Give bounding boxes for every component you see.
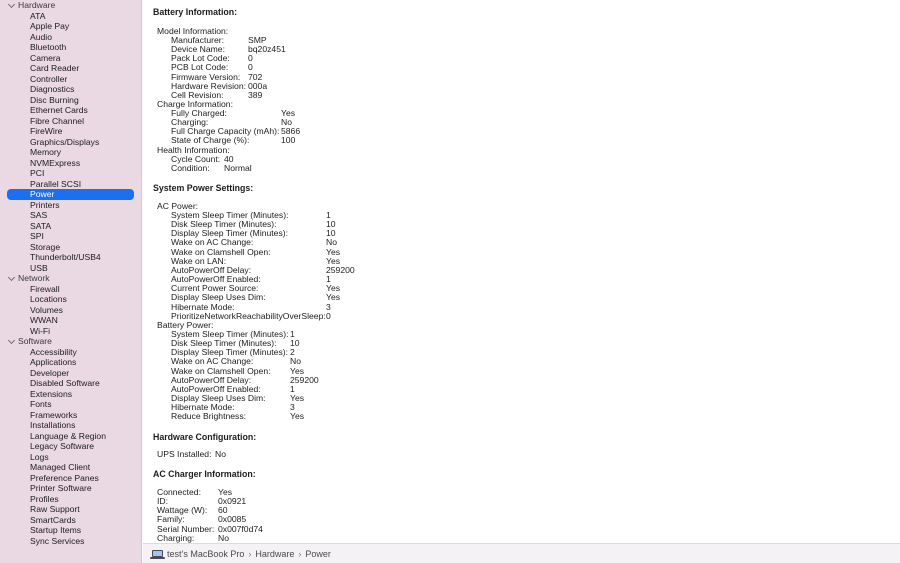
info-row: [143, 109, 843, 118]
info-key: Current Power Source:: [171, 283, 259, 294]
info-value: 0x0085: [218, 514, 247, 525]
info-row: [143, 312, 843, 321]
sidebar-item-startup-items[interactable]: Startup Items: [30, 525, 82, 535]
sidebar-item-controller[interactable]: Controller: [30, 73, 68, 84]
info-row: [143, 450, 843, 459]
info-key: Wake on Clamshell Open:: [171, 246, 271, 257]
info-key: Disk Sleep Timer (Minutes):: [171, 338, 277, 349]
sidebar-item-installations[interactable]: Installations: [30, 420, 76, 430]
info-key: Hibernate Mode:: [171, 402, 235, 413]
path-computer[interactable]: test’s MacBook Pro: [167, 548, 245, 559]
info-value: 10: [326, 228, 336, 239]
info-value: Yes: [218, 487, 233, 497]
sidebar-item-wwan[interactable]: WWAN: [30, 315, 58, 325]
battery-info-title: Battery Information:: [153, 7, 238, 17]
info-value: 702: [248, 71, 263, 82]
info-value: 1: [290, 383, 295, 394]
info-key: AutoPowerOff Enabled:: [171, 383, 261, 394]
sidebar-item-apple-pay[interactable]: Apple Pay: [30, 21, 70, 31]
sidebar-item-smartcards[interactable]: SmartCards: [30, 514, 76, 525]
sidebar-group-header[interactable]: [0, 336, 141, 347]
info-key: Hardware Revision:: [171, 80, 246, 91]
info-value: 0x0921: [218, 496, 247, 507]
sidebar-item-power[interactable]: Power: [7, 189, 134, 200]
sidebar-item-accessibility[interactable]: Accessibility: [30, 346, 77, 357]
info-key: Charging:: [157, 532, 195, 543]
info-key: Reduce Brightness:: [171, 411, 246, 422]
sidebar-item-extensions[interactable]: Extensions: [30, 388, 73, 399]
info-key: Full Charge Capacity (mAh):: [171, 126, 280, 137]
info-value: 259200: [326, 264, 355, 275]
info-key: Family:: [157, 514, 185, 525]
chevron-down-icon[interactable]: [7, 273, 18, 284]
sidebar-group-software: [0, 336, 141, 546]
info-value: 1: [326, 274, 331, 285]
sidebar-item-graphics-displays[interactable]: Graphics/Displays: [30, 136, 100, 147]
info-key: System Sleep Timer (Minutes):: [171, 329, 289, 339]
info-value: No: [281, 117, 292, 128]
sidebar-item-managed-client[interactable]: Managed Client: [30, 462, 91, 472]
info-value: Normal: [224, 163, 252, 174]
info-row: [143, 403, 843, 412]
info-value: 3: [290, 402, 295, 413]
hw-config-title: Hardware Configuration:: [153, 432, 257, 442]
sidebar-item-language-region[interactable]: Language & Region: [30, 430, 106, 441]
info-value: Yes: [290, 393, 305, 404]
info-value: No: [326, 237, 337, 248]
info-key: Display Sleep Timer (Minutes):: [171, 347, 289, 358]
model-info-label: Model Information:: [157, 26, 229, 36]
info-value: 2: [290, 347, 295, 358]
sidebar-group-label: Hardware: [18, 0, 56, 10]
sidebar-item-wi-fi[interactable]: Wi-Fi: [30, 325, 51, 336]
sidebar-item-locations[interactable]: Locations: [30, 294, 67, 304]
info-row: [143, 293, 843, 302]
info-key: Fully Charged:: [171, 108, 227, 118]
sidebar-item-card-reader[interactable]: Card Reader: [30, 63, 80, 73]
sidebar-item-firewire[interactable]: FireWire: [30, 126, 63, 136]
info-key: Device Name:: [171, 44, 225, 55]
sidebar-item-nvmexpress[interactable]: NVMExpress: [30, 157, 81, 168]
info-key: System Sleep Timer (Minutes):: [171, 210, 289, 220]
sidebar-item-spi[interactable]: SPI: [30, 231, 44, 241]
info-key: PCB Lot Code:: [171, 62, 229, 73]
info-key: State of Charge (%):: [171, 135, 250, 146]
info-row: [143, 248, 843, 257]
power-settings-title: System Power Settings:: [153, 183, 254, 193]
sidebar-item-storage[interactable]: Storage: [30, 241, 61, 252]
info-key: Wake on AC Change:: [171, 237, 254, 248]
info-key: Disk Sleep Timer (Minutes):: [171, 219, 277, 230]
sidebar-group-label: Network: [18, 273, 50, 283]
info-key: Display Sleep Timer (Minutes):: [171, 228, 289, 239]
sidebar-item-sata[interactable]: SATA: [30, 220, 52, 231]
info-key: Wake on AC Change:: [171, 356, 254, 367]
path-hardware[interactable]: Hardware: [255, 548, 295, 559]
info-key: Charging:: [171, 117, 209, 128]
info-value: 60: [218, 505, 228, 516]
info-value: 10: [290, 338, 300, 349]
info-key: Wake on Clamshell Open:: [171, 365, 271, 376]
info-key: AutoPowerOff Delay:: [171, 374, 252, 385]
info-row: [143, 394, 843, 403]
info-key: AutoPowerOff Enabled:: [171, 274, 261, 285]
sidebar: [0, 0, 142, 563]
info-value: 259200: [290, 374, 319, 385]
sidebar-item-ata[interactable]: ATA: [30, 10, 46, 21]
path-bar: [143, 543, 900, 563]
sidebar-item-firewall[interactable]: Firewall: [30, 283, 60, 294]
info-value: 40: [224, 154, 234, 164]
info-value: 0x007f0d74: [218, 523, 263, 534]
sidebar-item-printer-software[interactable]: Printer Software: [30, 483, 92, 493]
chevron-right-icon: ›: [298, 548, 302, 559]
sidebar-item-pci[interactable]: PCI: [30, 168, 45, 178]
info-row: [143, 488, 843, 497]
info-value: Yes: [326, 246, 341, 257]
sidebar-item-volumes[interactable]: Volumes: [30, 304, 63, 315]
info-value: Yes: [281, 108, 296, 118]
info-key: AutoPowerOff Delay:: [171, 264, 252, 275]
sidebar-item-thunderbolt-usb4[interactable]: Thunderbolt/USB4: [30, 252, 101, 262]
info-value: 1: [326, 210, 331, 220]
sidebar-item-developer[interactable]: Developer: [30, 367, 70, 378]
info-key: Firmware Version:: [171, 71, 241, 82]
info-value: Yes: [326, 292, 341, 303]
sidebar-item-bluetooth[interactable]: Bluetooth: [30, 42, 67, 52]
sidebar-item-fibre-channel[interactable]: Fibre Channel: [30, 115, 84, 126]
sidebar-item-logs[interactable]: Logs: [30, 451, 49, 462]
sidebar-item-usb[interactable]: USB: [30, 262, 48, 273]
info-key: ID:: [157, 496, 168, 507]
sidebar-item-camera[interactable]: Camera: [30, 52, 61, 63]
sidebar-group-network: [0, 273, 141, 336]
sidebar-item-profiles[interactable]: Profiles: [30, 493, 59, 504]
info-value: Yes: [290, 365, 305, 376]
charger-title: AC Charger Information:: [153, 469, 256, 479]
info-row: [143, 534, 843, 543]
sidebar-group-header[interactable]: [0, 273, 141, 284]
charge-info-label: Charge Information:: [157, 99, 233, 109]
info-value: bq20z451: [248, 44, 286, 55]
info-value: 0: [248, 53, 253, 64]
info-value: 0: [248, 62, 253, 73]
info-key: Cycle Count:: [171, 154, 221, 164]
info-row: [143, 412, 843, 421]
info-row: [143, 136, 843, 145]
detail-pane: [143, 0, 900, 543]
sidebar-item-frameworks[interactable]: Frameworks: [30, 409, 78, 420]
sidebar-group-hardware: [0, 0, 141, 273]
info-key: UPS Installed:: [157, 449, 212, 459]
info-value: No: [290, 356, 301, 367]
sidebar-item-parallel-scsi[interactable]: Parallel SCSI: [30, 178, 82, 189]
ac-power-label: AC Power:: [157, 201, 199, 211]
sidebar-item-diagnostics[interactable]: Diagnostics: [30, 84, 75, 94]
info-key: Connected:: [157, 487, 201, 497]
sidebar-item-audio[interactable]: Audio: [30, 31, 52, 42]
info-row: [143, 525, 843, 534]
info-value: Yes: [290, 411, 305, 422]
health-info-label: Health Information:: [157, 145, 230, 155]
info-value: 5866: [281, 126, 301, 137]
info-value: 100: [281, 135, 296, 146]
info-key: Cell Revision:: [171, 89, 224, 100]
sidebar-item-sas[interactable]: SAS: [30, 210, 48, 220]
info-value: No: [218, 532, 229, 543]
info-value: Yes: [326, 283, 341, 294]
chevron-right-icon: ›: [248, 548, 252, 559]
sidebar-item-ethernet-cards[interactable]: Ethernet Cards: [30, 105, 88, 115]
sidebar-item-preference-panes[interactable]: Preference Panes: [30, 472, 99, 483]
sidebar-item-raw-support[interactable]: Raw Support: [30, 504, 80, 514]
info-value: No: [215, 449, 226, 459]
sidebar-item-disc-burning[interactable]: Disc Burning: [30, 94, 79, 105]
sidebar-item-disabled-software[interactable]: Disabled Software: [30, 378, 100, 388]
sidebar-group-label: Software: [18, 336, 52, 346]
info-value: 000a: [248, 80, 268, 91]
info-key: Wake on LAN:: [171, 255, 227, 266]
info-key: Serial Number:: [157, 523, 215, 534]
info-value: Yes: [326, 255, 341, 266]
info-value: 0: [326, 310, 331, 321]
path-power[interactable]: Power: [305, 548, 331, 559]
laptop-icon: [152, 550, 163, 557]
info-row: [143, 497, 843, 506]
info-key: Condition:: [171, 163, 210, 174]
info-key: Manufacturer:: [171, 35, 225, 45]
chevron-down-icon[interactable]: [7, 0, 18, 11]
sidebar-item-applications[interactable]: Applications: [30, 357, 77, 367]
sidebar-item-printers[interactable]: Printers: [30, 199, 60, 210]
info-value: 10: [326, 219, 336, 230]
info-row: [143, 91, 843, 100]
info-key: Display Sleep Uses Dim:: [171, 393, 266, 404]
sidebar-item-memory[interactable]: Memory: [30, 147, 62, 157]
info-key: Wattage (W):: [157, 505, 208, 516]
sidebar-item-fonts[interactable]: Fonts: [30, 399, 52, 409]
sidebar-item-legacy-software[interactable]: Legacy Software: [30, 441, 95, 451]
battery-power-label: Battery Power:: [157, 320, 214, 330]
info-value: 389: [248, 89, 263, 100]
info-row: [143, 506, 843, 515]
info-value: 1: [290, 329, 295, 339]
sidebar-item-sync-services[interactable]: Sync Services: [30, 535, 85, 546]
info-value: 3: [326, 301, 331, 312]
info-key: Display Sleep Uses Dim:: [171, 292, 266, 303]
info-key: Hibernate Mode:: [171, 301, 235, 312]
info-row: [143, 164, 843, 173]
info-key: PrioritizeNetworkReachabilityOverSleep:: [171, 310, 326, 321]
info-value: SMP: [248, 35, 267, 45]
info-key: Pack Lot Code:: [171, 53, 230, 64]
chevron-down-icon[interactable]: [7, 336, 18, 347]
sidebar-group-header[interactable]: [0, 0, 141, 11]
